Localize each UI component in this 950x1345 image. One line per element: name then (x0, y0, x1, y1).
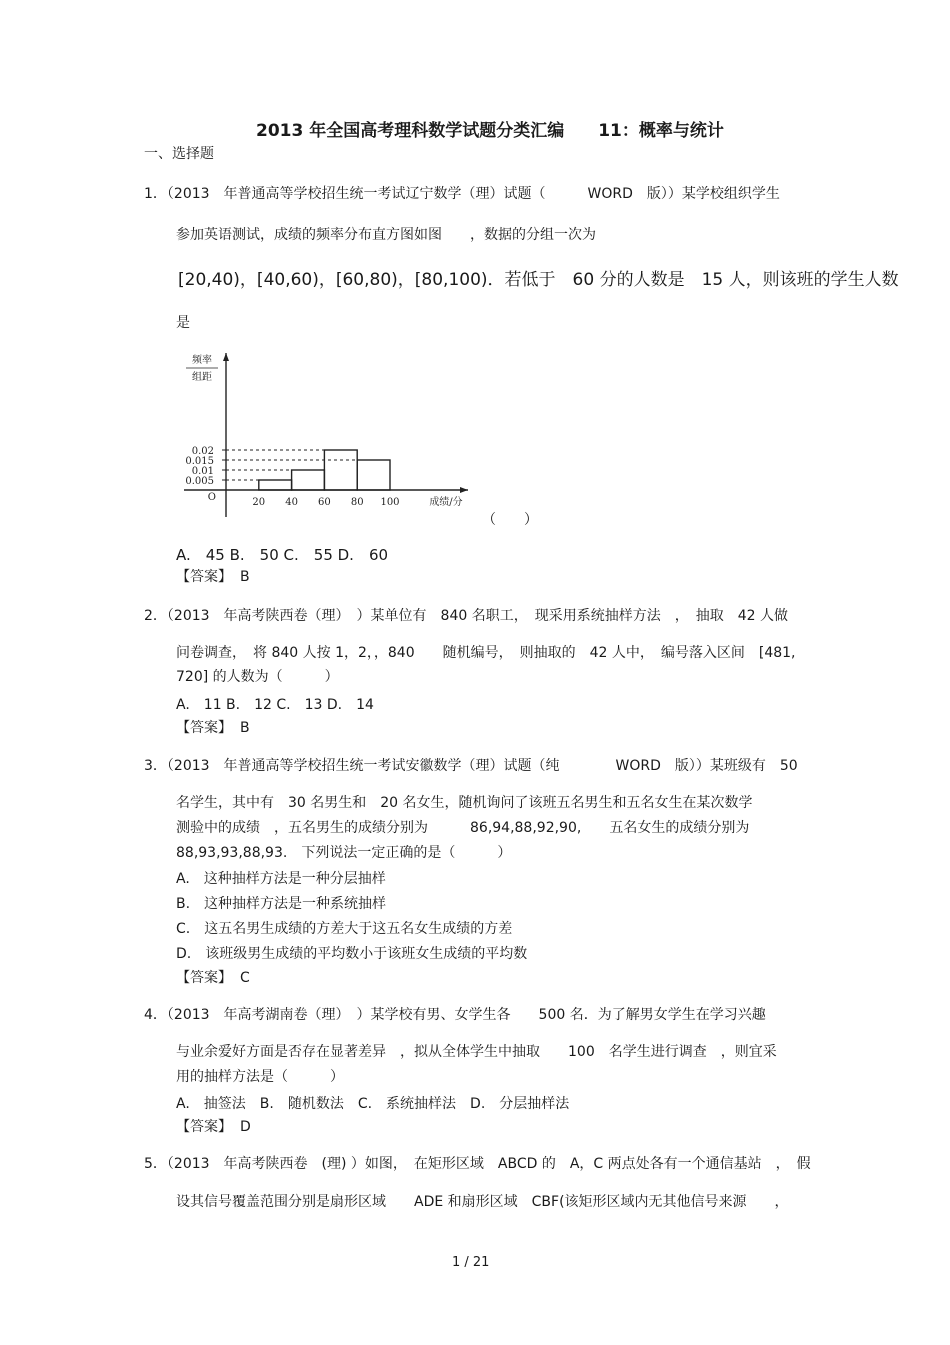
histogram-bar (259, 480, 292, 490)
y-tick-label: 0.02 (191, 446, 214, 457)
y-axis-label-top: 频率 (192, 355, 212, 366)
q2-answer-label: 【答案】 (176, 720, 232, 736)
q1-line-4: 是 (176, 315, 190, 331)
q4-answer-label: 【答案】 (176, 1119, 232, 1135)
q1-line-1: 1．（2013 年普通高等学校招生统一考试辽宁数学（理）试题（ WORD 版））某学校组织学生 (144, 186, 780, 202)
page-title: 2013 年全国高考理科数学试题分类汇编 11：概率与统计 (256, 121, 724, 141)
q2-line-3: 720] 的人数为（ ） (176, 669, 339, 685)
q3-answer-label: 【答案】 (176, 970, 232, 986)
q1-answer-paren: （ ） (482, 512, 538, 528)
y-tick-label: 0.005 (185, 476, 214, 487)
x-tick-label: 40 (285, 497, 298, 508)
q5-line-2: 设其信号覆盖范围分别是扇形区域 ADE 和扇形区域 CBF(该矩形区域内无其他信号来源 ， (176, 1194, 789, 1210)
q2-answer: B (240, 720, 250, 736)
page-number: 1 / 21 (452, 1255, 490, 1270)
q4-line-2: 与业余爱好方面是否存在显著差异 ，拟从全体学生中抽取 100 名学生进行调查 ，则宜采 (176, 1044, 777, 1060)
q4-answer: D (240, 1119, 251, 1135)
q1-line-3: [20,40)，[40,60)，[60,80)，[80,100)．若低于 60 分的人数是 15 人，则该班的学生人数 (178, 270, 899, 290)
section-heading: 一、选择题 (144, 146, 214, 162)
histogram-bar (324, 450, 357, 490)
origin-label: O (207, 492, 216, 503)
y-tick-label: 0.01 (191, 466, 214, 477)
q2-line-2: 问卷调查， 将 840 人按 1，2，，840 随机编号， 则抽取的 42 人中， 编号落入区间 [481, (176, 645, 796, 661)
q5-line-1: 5．（2013 年高考陕西卷 (理) ）如图， 在矩形区域 ABCD 的 A，C 两点处各有一个通信基站 ， 假 (144, 1156, 811, 1172)
histogram-bar (292, 470, 325, 490)
q3-line-1: 3．（2013 年普通高等学校招生统一考试安徽数学（理）试题（纯 WORD 版））某班级有 50 (144, 758, 798, 774)
x-tick-label: 60 (318, 497, 331, 508)
y-axis-arrow (223, 353, 229, 361)
q4-options: A. 抽签法 B. 随机数法 C. 系统抽样法 D. 分层抽样法 (176, 1096, 570, 1112)
q2-line-1: 2．（2013 年高考陕西卷（理） ）某单位有 840 名职工， 现采用系统抽样方法 ， 抽取 42 人做 (144, 608, 788, 624)
x-tick-label: 80 (350, 497, 364, 508)
q3-line-2: 名学生，其中有 30 名男生和 20 名女生，随机询问了该班五名男生和五名女生在某次数学 (176, 795, 753, 811)
y-axis-label-bottom: 组距 (192, 372, 212, 383)
q3-option-a: A. 这种抽样方法是一种分层抽样 (176, 871, 386, 887)
y-tick-label: 0.015 (185, 456, 214, 467)
q1-line-2: 参加英语测试，成绩的频率分布直方图如图 ，数据的分组一次为 (176, 227, 596, 243)
q3-answer: C (240, 970, 250, 986)
x-axis-label: 成绩/分 (429, 497, 463, 508)
q3-line-4: 88,93,93,88,93. 下列说法一定正确的是（ ） (176, 845, 512, 861)
x-axis-arrow (460, 487, 468, 493)
q3-option-b: B. 这种抽样方法是一种系统抽样 (176, 896, 387, 912)
q3-option-c: C. 这五名男生成绩的方差大于这五名女生成绩的方差 (176, 921, 513, 937)
q1-answer: B (240, 569, 250, 585)
q2-options: A. 11 B. 12 C. 13 D. 14 (176, 697, 374, 713)
q4-line-1: 4．（2013 年高考湖南卷（理） ）某学校有男、女学生各 500 名．为了解男女学生在学习兴趣 (144, 1007, 766, 1023)
q3-line-3: 测验中的成绩 ，五名男生的成绩分别为 86,94,88,92,90, 五名女生的成绩分别为 (176, 820, 750, 836)
x-tick-label: 20 (252, 497, 266, 508)
q1-options: A. 45 B. 50 C. 55 D. 60 (176, 546, 389, 564)
histogram-bar (357, 460, 390, 490)
q3-option-d: D. 该班级男生成绩的平均数小于该班女生成绩的平均数 (176, 946, 528, 962)
frequency-histogram (176, 345, 486, 520)
q4-line-3: 用的抽样方法是（ ） (176, 1069, 344, 1085)
q1-answer-label: 【答案】 (176, 569, 232, 585)
x-tick-label: 100 (380, 497, 400, 508)
